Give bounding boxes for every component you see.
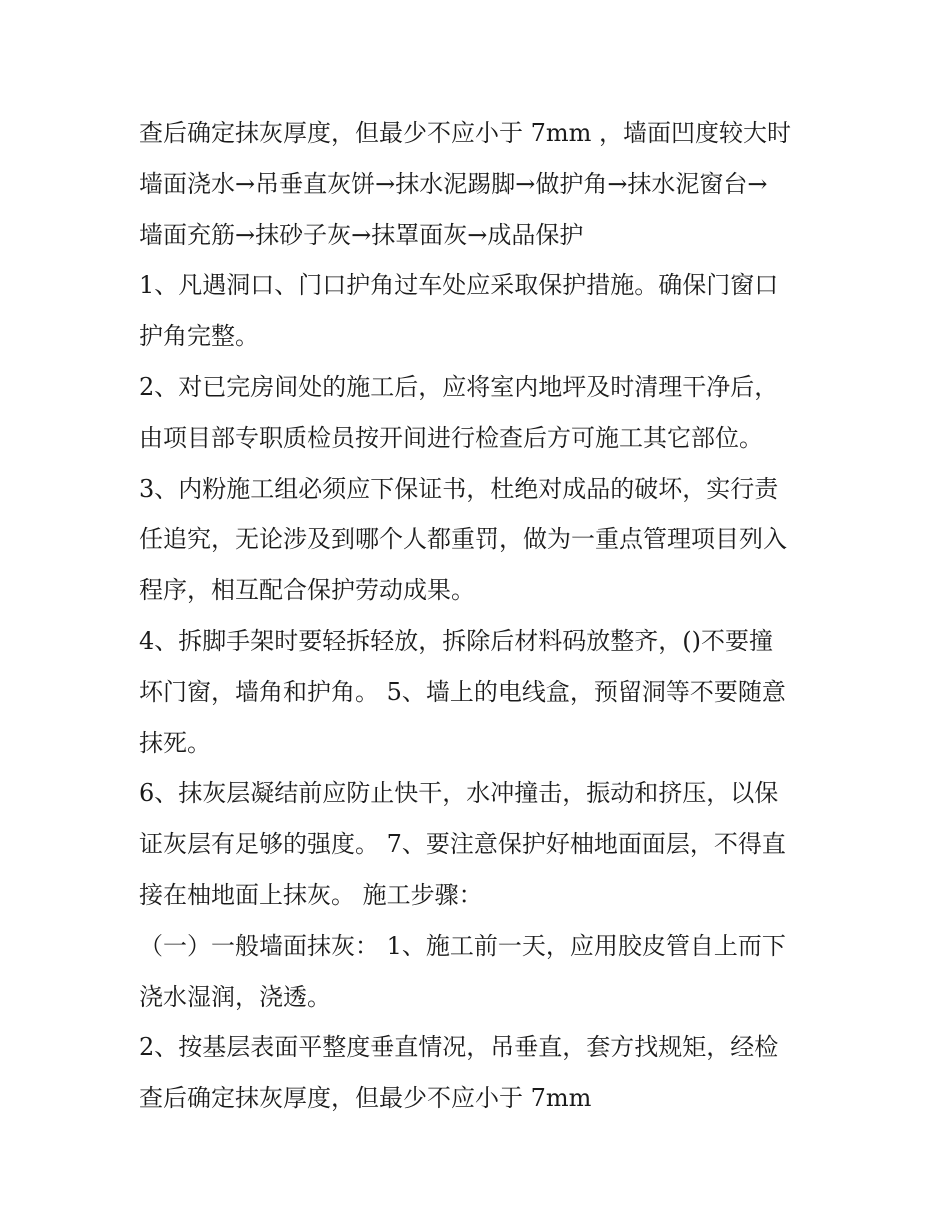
text-line: 6、抹灰层凝结前应防止快干，水冲撞击，振动和挤压，以保 [139, 779, 779, 808]
document-body [139, 108, 819, 1124]
text-line: 任追究，无论涉及到哪个人都重罚，做为一重点管理项目列入 [139, 525, 787, 554]
text-line: 1、凡遇洞口、门口护角过车处应采取保护措施。确保门窗口 [139, 271, 779, 300]
text-line: 抹死。 [139, 728, 211, 757]
text-line: 程序，相互配合保护劳动成果。 [139, 576, 475, 605]
text-line: 接在柚地面上抹灰。 施工步骤： [139, 880, 483, 909]
text-line: 2、按基层表面平整度垂直情况，吊垂直，套方找规矩，经检 [139, 1033, 779, 1062]
text-line: 浇水湿润，浇透。 [139, 982, 331, 1011]
text-line: 护角完整。 [139, 322, 259, 351]
text-line: 2、对已完房间处的施工后，应将室内地坪及时清理干净后， [139, 372, 779, 401]
text-line: 坏门窗，墙角和护角。 5、墙上的电线盒，预留洞等不要随意 [139, 677, 786, 706]
text-line: 证灰层有足够的强度。 7、要注意保护好柚地面面层，不得直 [139, 830, 786, 859]
text-line: 墙面充筋→抹砂子灰→抹罩面灰→成品保护 [139, 220, 584, 249]
text-line: 查后确定抹灰厚度，但最少不应小于 7mm ，墙面凹度较大时 [139, 119, 792, 147]
text-line: 由项目部专职质检员按开间进行检查后方可施工其它部位。 [139, 423, 763, 452]
text-line: 墙面浇水→吊垂直灰饼→抹水泥踢脚→做护角→抹水泥窗台→ [139, 169, 768, 198]
text-line: 3、内粉施工组必须应下保证书，杜绝对成品的破坏，实行责 [139, 474, 779, 503]
text-line: 查后确定抹灰厚度，但最少不应小于 7mm [139, 1084, 592, 1113]
text-line: 4、拆脚手架时要轻拆轻放，拆除后材料码放整齐，()不要撞 [139, 626, 773, 655]
text-line: （一）一般墙面抹灰： 1、施工前一天，应用胶皮管自上而下 [139, 931, 786, 960]
